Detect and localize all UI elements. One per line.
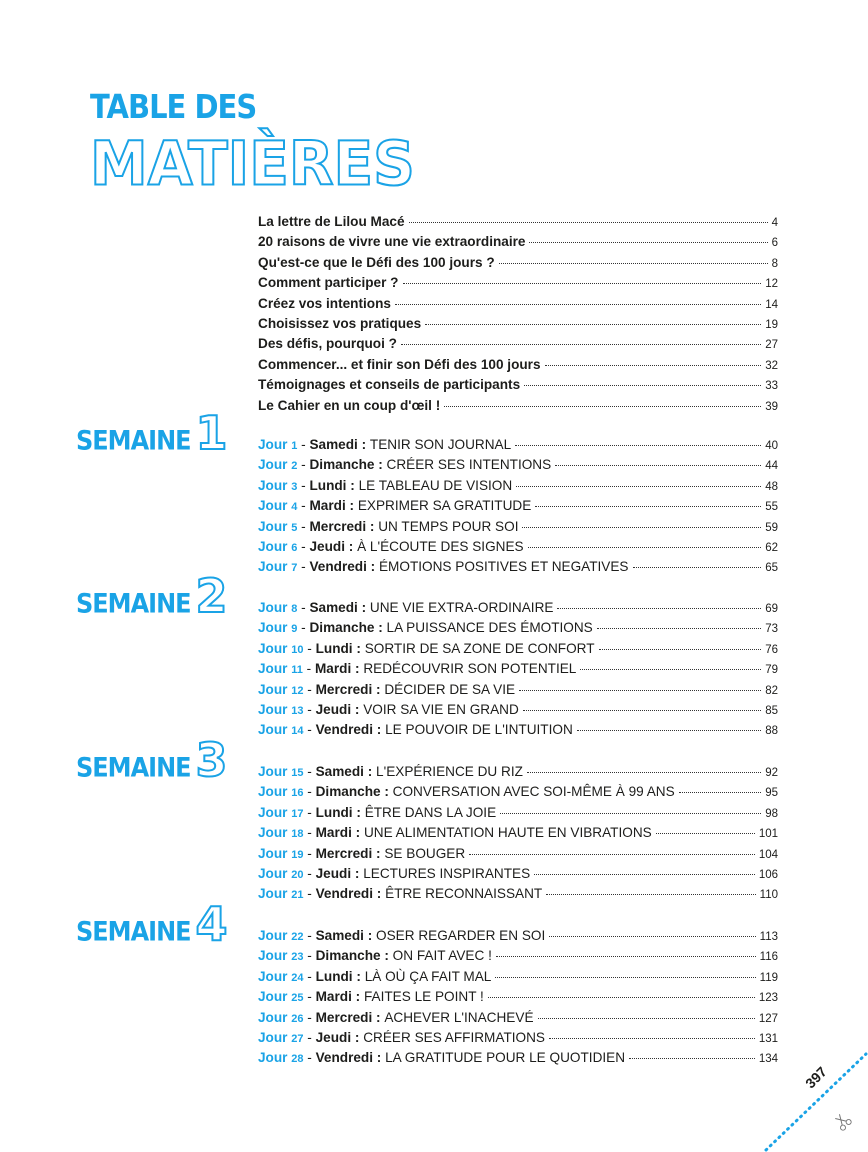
leader-dots <box>557 608 761 609</box>
day-entry <box>258 805 778 825</box>
day-title: CRÉER SES INTENTIONS <box>386 457 552 473</box>
day-entry-text: Jour 28 - Vendredi : LA GRATITUDE POUR LE QUOTIDIEN <box>258 1050 626 1066</box>
day-title: FAITES LE POINT ! <box>363 989 484 1005</box>
page-ref: 76 <box>765 643 778 656</box>
page-ref: 123 <box>758 992 778 1005</box>
day-entry <box>258 989 778 1009</box>
day-title: UNE VIE EXTRA-ORDINAIRE <box>369 600 554 615</box>
leader-dots <box>469 854 755 855</box>
leader-dots <box>401 344 761 345</box>
day-entry-text: Jour 17 - Lundi : ÊTRE DANS LA JOIE <box>258 804 497 820</box>
week-1-label <box>76 406 228 460</box>
day-name: Jeudi <box>315 1030 352 1045</box>
day-entry-text: Jour 20 - Jeudi : LECTURES INSPIRANTES <box>258 866 531 881</box>
toc-entry <box>258 336 778 356</box>
day-title: EXPRIMER SA GRATITUDE <box>357 498 532 514</box>
leader-dots <box>500 813 761 814</box>
toc-entry-text: Témoignages et conseils de participants <box>258 377 521 393</box>
title-line1: TABLE DES <box>90 88 257 127</box>
day-title: ON FAIT AVEC ! <box>392 948 492 964</box>
jour-number: 15 <box>291 767 304 779</box>
day-title: DÉCIDER DE SA VIE <box>384 681 516 697</box>
page-ref: 127 <box>758 1012 778 1025</box>
page-ref: 14 <box>765 298 778 311</box>
week-word: SEMAINE <box>76 588 191 620</box>
toc-entry <box>258 275 778 295</box>
week-word: SEMAINE <box>76 752 191 784</box>
jour-label: Jour <box>258 784 288 800</box>
leader-dots <box>519 690 761 691</box>
leader-dots <box>535 506 761 507</box>
page-ref: 106 <box>758 869 778 881</box>
day-title: UN TEMPS POUR SOI <box>378 518 519 534</box>
page-ref: 95 <box>765 787 778 800</box>
day-title: LA PUISSANCE DES ÉMOTIONS <box>386 620 593 636</box>
day-name: Lundi <box>315 804 353 820</box>
day-entry-text: Jour 9 - Dimanche : LA PUISSANCE DES ÉMOTIONS <box>258 620 593 636</box>
day-entry <box>258 702 778 722</box>
day-entry-text: Jour 23 - Dimanche : ON FAIT AVEC ! <box>258 948 492 964</box>
page-ref: 48 <box>765 480 778 493</box>
day-name: Mercredi <box>315 845 373 861</box>
day-entry-text: Jour 10 - Lundi : SORTIR DE SA ZONE DE CONFORT <box>258 640 595 656</box>
day-title: TENIR SON JOURNAL <box>369 437 512 452</box>
day-title: LE TABLEAU DE VISION <box>358 477 513 493</box>
leader-dots <box>488 997 755 998</box>
leader-dots <box>403 283 762 284</box>
day-title: À L'ÉCOUTE DES SIGNES <box>357 539 524 554</box>
title-line2: MATIÈRES <box>90 128 415 200</box>
day-entry-text: Jour 19 - Mercredi : SE BOUGER <box>258 845 466 861</box>
leader-dots <box>444 406 761 407</box>
week-number: 4 <box>195 897 228 951</box>
day-name: Vendredi <box>315 722 374 738</box>
day-name: Dimanche <box>315 948 381 964</box>
day-entry-text: Jour 13 - Jeudi : VOIR SA VIE EN GRAND <box>258 702 519 717</box>
leader-dots <box>679 792 762 793</box>
day-entry-text: Jour 11 - Mardi : REDÉCOUVRIR SON POTENTIEL <box>258 661 577 677</box>
page-ref: 6 <box>771 237 778 250</box>
jour-label: Jour <box>258 948 288 964</box>
jour-label: Jour <box>258 661 288 677</box>
day-entry-text: Jour 4 - Mardi : EXPRIMER SA GRATITUDE <box>258 498 532 514</box>
page-ref: 73 <box>765 623 778 636</box>
jour-label: Jour <box>258 620 288 636</box>
day-entry <box>258 1030 778 1050</box>
jour-number: 21 <box>291 889 304 902</box>
day-entry <box>258 457 778 477</box>
day-entry <box>258 519 778 539</box>
day-entry-text: Jour 18 - Mardi : UNE ALIMENTATION HAUTE EN VIBRATIONS <box>258 825 652 841</box>
leader-dots <box>597 628 761 629</box>
week-2-label <box>76 569 228 623</box>
leader-dots <box>633 567 762 568</box>
jour-label: Jour <box>258 1030 288 1045</box>
jour-number: 12 <box>291 684 304 697</box>
page-ref: 110 <box>759 889 778 902</box>
day-name: Lundi <box>315 640 353 656</box>
toc-entry <box>258 398 778 418</box>
leader-dots <box>629 1058 755 1059</box>
jour-label: Jour <box>258 845 288 861</box>
leader-dots <box>516 486 761 487</box>
leader-dots <box>599 649 762 650</box>
day-entry <box>258 969 778 989</box>
toc-entry <box>258 316 778 336</box>
jour-label: Jour <box>258 825 288 841</box>
leader-dots <box>495 977 755 978</box>
week-number: 2 <box>195 569 228 623</box>
day-name: Mercredi <box>309 518 367 534</box>
page-ref: 19 <box>765 319 778 331</box>
jour-number: 19 <box>291 848 304 861</box>
day-entry-text: Jour 3 - Lundi : LE TABLEAU DE VISION <box>258 477 513 493</box>
jour-number: 13 <box>291 705 304 717</box>
page-ref: 116 <box>759 951 778 964</box>
jour-label: Jour <box>258 437 288 452</box>
day-entry <box>258 1050 778 1070</box>
day-entry-text: Jour 7 - Vendredi : ÉMOTIONS POSITIVES ET NEGATIVES <box>258 559 629 575</box>
day-entry <box>258 784 778 804</box>
jour-label: Jour <box>258 928 288 943</box>
leader-dots <box>524 385 761 386</box>
day-entry-text: Jour 16 - Dimanche : CONVERSATION AVEC SOI-MÊME À 99 ANS <box>258 784 675 800</box>
day-name: Vendredi <box>315 1050 374 1066</box>
jour-number: 1 <box>291 440 298 452</box>
day-name: Mardi <box>315 825 352 841</box>
jour-number: 9 <box>291 623 298 636</box>
page-ref: 59 <box>765 521 778 534</box>
jour-number: 20 <box>291 869 304 881</box>
day-name: Mardi <box>314 661 352 677</box>
jour-label: Jour <box>258 968 288 984</box>
page-number: 397 <box>802 1063 830 1092</box>
day-entry <box>258 928 778 948</box>
page-ref: 33 <box>765 380 778 393</box>
day-entry <box>258 948 778 968</box>
day-entry-text: Jour 24 - Lundi : LÀ OÙ ÇA FAIT MAL <box>258 968 492 984</box>
leader-dots <box>549 1038 755 1039</box>
day-entry <box>258 722 778 742</box>
leader-dots <box>425 324 761 325</box>
day-title: LA GRATITUDE POUR LE QUOTIDIEN <box>385 1050 626 1066</box>
day-entry-text: Jour 12 - Mercredi : DÉCIDER DE SA VIE <box>258 681 516 697</box>
day-entry <box>258 1010 778 1030</box>
jour-number: 8 <box>291 603 298 615</box>
leader-dots <box>515 445 761 446</box>
page-ref: 82 <box>765 684 778 697</box>
day-title: UNE ALIMENTATION HAUTE EN VIBRATIONS <box>363 825 652 841</box>
page-ref: 27 <box>765 339 778 352</box>
jour-label: Jour <box>258 866 288 881</box>
toc-entry <box>258 255 778 275</box>
week-number: 3 <box>195 733 228 787</box>
page-ref: 88 <box>765 725 778 738</box>
day-title: REDÉCOUVRIR SON POTENTIEL <box>363 661 577 677</box>
week-3-label <box>76 733 228 787</box>
jour-label: Jour <box>258 804 288 820</box>
day-name: Mardi <box>309 498 346 514</box>
jour-label: Jour <box>258 989 288 1005</box>
day-entry <box>258 764 778 784</box>
page-ref: 131 <box>758 1033 778 1045</box>
leader-dots <box>527 772 761 773</box>
day-title: L'EXPÉRIENCE DU RIZ <box>376 764 523 779</box>
day-name: Jeudi <box>315 702 352 717</box>
day-entry <box>258 886 778 906</box>
jour-number: 16 <box>291 787 304 800</box>
day-entry <box>258 498 778 518</box>
jour-label: Jour <box>258 518 288 534</box>
leader-dots <box>409 222 768 223</box>
jour-number: 26 <box>291 1012 304 1025</box>
jour-number: 17 <box>291 807 304 820</box>
jour-label: Jour <box>258 702 288 717</box>
jour-label: Jour <box>258 722 288 738</box>
toc-entry <box>258 377 778 397</box>
day-entry-text: Jour 6 - Jeudi : À L'ÉCOUTE DES SIGNES <box>258 539 524 554</box>
page-ref: 69 <box>765 603 778 615</box>
leader-dots <box>656 833 755 834</box>
day-title: ÉMOTIONS POSITIVES ET NEGATIVES <box>378 559 629 575</box>
page-ref: 101 <box>758 828 778 841</box>
day-entry <box>258 682 778 702</box>
day-entry-text: Jour 14 - Vendredi : LE POUVOIR DE L'INTUITION <box>258 722 573 738</box>
day-name: Lundi <box>315 968 353 984</box>
day-entry <box>258 661 778 681</box>
day-name: Jeudi <box>309 539 345 554</box>
day-entry <box>258 600 778 620</box>
day-entry-text: Jour 2 - Dimanche : CRÉER SES INTENTIONS <box>258 457 552 473</box>
leader-dots <box>499 263 768 264</box>
jour-label: Jour <box>258 559 288 575</box>
leader-dots <box>555 465 761 466</box>
day-name: Dimanche <box>309 620 375 636</box>
day-entry-text: Jour 26 - Mercredi : ACHEVER L'INACHEVÉ <box>258 1009 534 1025</box>
week-word: SEMAINE <box>76 916 191 948</box>
day-entry-text: Jour 1 - Samedi : TENIR SON JOURNAL <box>258 437 512 452</box>
day-entry <box>258 478 778 498</box>
day-name: Mercredi <box>315 1009 373 1025</box>
day-entry <box>258 825 778 845</box>
leader-dots <box>522 527 761 528</box>
day-name: Samedi <box>309 600 358 615</box>
toc-entry-text: La lettre de Lilou Macé <box>258 214 405 229</box>
day-name: Vendredi <box>309 559 367 575</box>
jour-number: 18 <box>291 828 304 841</box>
page-ref: 8 <box>771 257 778 270</box>
jour-number: 10 <box>291 643 304 656</box>
toc-entry-text: Commencer... et finir son Défi des 100 jours <box>258 356 541 372</box>
jour-number: 24 <box>291 971 304 984</box>
day-title: LÀ OÙ ÇA FAIT MAL <box>364 968 492 984</box>
toc-entry <box>258 214 778 234</box>
day-entry-text: Jour 5 - Mercredi : UN TEMPS POUR SOI <box>258 518 519 534</box>
jour-label: Jour <box>258 600 288 615</box>
page-ref: 12 <box>765 278 778 291</box>
day-title: ÊTRE RECONNAISSANT <box>385 886 543 902</box>
day-name: Mardi <box>315 989 352 1005</box>
page-ref: 113 <box>759 931 778 943</box>
day-entry <box>258 437 778 457</box>
page-ref: 32 <box>765 359 778 372</box>
day-title: CRÉER SES AFFIRMATIONS <box>363 1030 545 1045</box>
jour-label: Jour <box>258 764 288 779</box>
day-entry <box>258 620 778 640</box>
jour-number: 23 <box>291 951 304 964</box>
dotted-cut-line <box>748 1042 868 1152</box>
leader-dots <box>529 242 767 243</box>
page-ref: 104 <box>758 848 778 861</box>
day-name: Lundi <box>309 477 347 493</box>
week-4-label <box>76 897 228 951</box>
day-entry <box>258 539 778 559</box>
jour-label: Jour <box>258 457 288 473</box>
page-ref: 79 <box>765 664 778 677</box>
toc-entry <box>258 234 778 254</box>
toc-entry-text: 20 raisons de vivre une vie extraordinaire <box>258 234 526 250</box>
toc-entry <box>258 296 778 316</box>
day-name: Vendredi <box>315 886 374 902</box>
jour-number: 11 <box>291 664 303 677</box>
jour-number: 25 <box>291 992 304 1005</box>
jour-label: Jour <box>258 640 288 656</box>
jour-label: Jour <box>258 1050 288 1066</box>
jour-number: 7 <box>291 562 298 575</box>
day-title: OSER REGARDER EN SOI <box>376 928 546 943</box>
jour-label: Jour <box>258 477 288 493</box>
toc-entry-text: Créez vos intentions <box>258 295 391 311</box>
jour-number: 28 <box>291 1053 304 1066</box>
day-entry-text: Jour 15 - Samedi : L'EXPÉRIENCE DU RIZ <box>258 764 523 779</box>
day-title: CONVERSATION AVEC SOI-MÊME À 99 ANS <box>392 784 675 800</box>
day-title: VOIR SA VIE EN GRAND <box>363 702 519 717</box>
week-number: 1 <box>195 406 228 460</box>
day-entry <box>258 866 778 886</box>
leader-dots <box>549 936 755 937</box>
day-title: SE BOUGER <box>384 845 466 861</box>
day-name: Samedi <box>315 928 364 943</box>
day-entry-text: Jour 8 - Samedi : UNE VIE EXTRA-ORDINAIRE <box>258 600 554 615</box>
toc-entry-text: Des défis, pourquoi ? <box>258 336 397 352</box>
page-ref: 134 <box>758 1053 778 1066</box>
leader-dots <box>534 874 755 875</box>
day-title: LE POUVOIR DE L'INTUITION <box>385 722 573 738</box>
leader-dots <box>545 365 762 366</box>
page-ref: 55 <box>765 501 778 514</box>
day-name: Dimanche <box>309 457 375 473</box>
leader-dots <box>580 669 761 670</box>
jour-number: 5 <box>291 521 298 534</box>
page-ref: 65 <box>765 562 778 575</box>
jour-label: Jour <box>258 681 288 697</box>
day-title: ÊTRE DANS LA JOIE <box>364 804 497 820</box>
jour-number: 22 <box>291 931 304 943</box>
jour-number: 2 <box>291 460 298 473</box>
jour-label: Jour <box>258 539 288 554</box>
week-word: SEMAINE <box>76 425 191 457</box>
page-ref: 92 <box>765 767 778 779</box>
jour-number: 27 <box>291 1033 304 1045</box>
day-title: SORTIR DE SA ZONE DE CONFORT <box>364 640 595 656</box>
leader-dots <box>523 710 761 711</box>
toc-entry-text: Comment participer ? <box>258 275 399 291</box>
day-name: Samedi <box>315 764 364 779</box>
day-entry-text: Jour 21 - Vendredi : ÊTRE RECONNAISSANT <box>258 886 543 902</box>
jour-number: 6 <box>291 542 298 554</box>
toc-entry-text: Le Cahier en un coup d'œil ! <box>258 397 441 413</box>
page-ref: 39 <box>765 400 778 413</box>
day-entry <box>258 641 778 661</box>
day-name: Jeudi <box>315 866 352 881</box>
page-ref: 119 <box>759 971 778 984</box>
jour-number: 3 <box>291 480 298 493</box>
day-title: LECTURES INSPIRANTES <box>363 866 531 881</box>
page-ref: 62 <box>765 542 778 554</box>
day-name: Mercredi <box>315 681 373 697</box>
day-entry-text: Jour 22 - Samedi : OSER REGARDER EN SOI <box>258 928 546 943</box>
leader-dots <box>538 1018 755 1019</box>
toc-entry-text: Qu'est-ce que le Défi des 100 jours ? <box>258 254 495 270</box>
day-entry-text: Jour 27 - Jeudi : CRÉER SES AFFIRMATIONS <box>258 1030 545 1045</box>
jour-number: 4 <box>291 501 298 514</box>
day-entry <box>258 846 778 866</box>
leader-dots <box>496 956 756 957</box>
leader-dots <box>395 304 761 305</box>
page-ref: 44 <box>765 460 778 473</box>
scissors-icon <box>833 1112 852 1131</box>
day-name: Dimanche <box>315 784 381 800</box>
page-ref: 85 <box>765 705 778 717</box>
day-entry <box>258 559 778 579</box>
page-ref: 40 <box>765 440 778 452</box>
leader-dots <box>528 547 762 548</box>
leader-dots <box>577 730 761 731</box>
page-ref: 4 <box>771 217 778 229</box>
toc-entry-text: Choisissez vos pratiques <box>258 316 422 331</box>
jour-label: Jour <box>258 1009 288 1025</box>
jour-number: 14 <box>291 725 304 738</box>
day-name: Samedi <box>309 437 358 452</box>
day-entry-text: Jour 25 - Mardi : FAITES LE POINT ! <box>258 989 484 1005</box>
toc-entry <box>258 357 778 377</box>
page-ref: 98 <box>765 807 778 820</box>
jour-label: Jour <box>258 498 288 514</box>
leader-dots <box>546 894 755 895</box>
jour-label: Jour <box>258 886 288 902</box>
day-title: ACHEVER L'INACHEVÉ <box>384 1009 534 1025</box>
